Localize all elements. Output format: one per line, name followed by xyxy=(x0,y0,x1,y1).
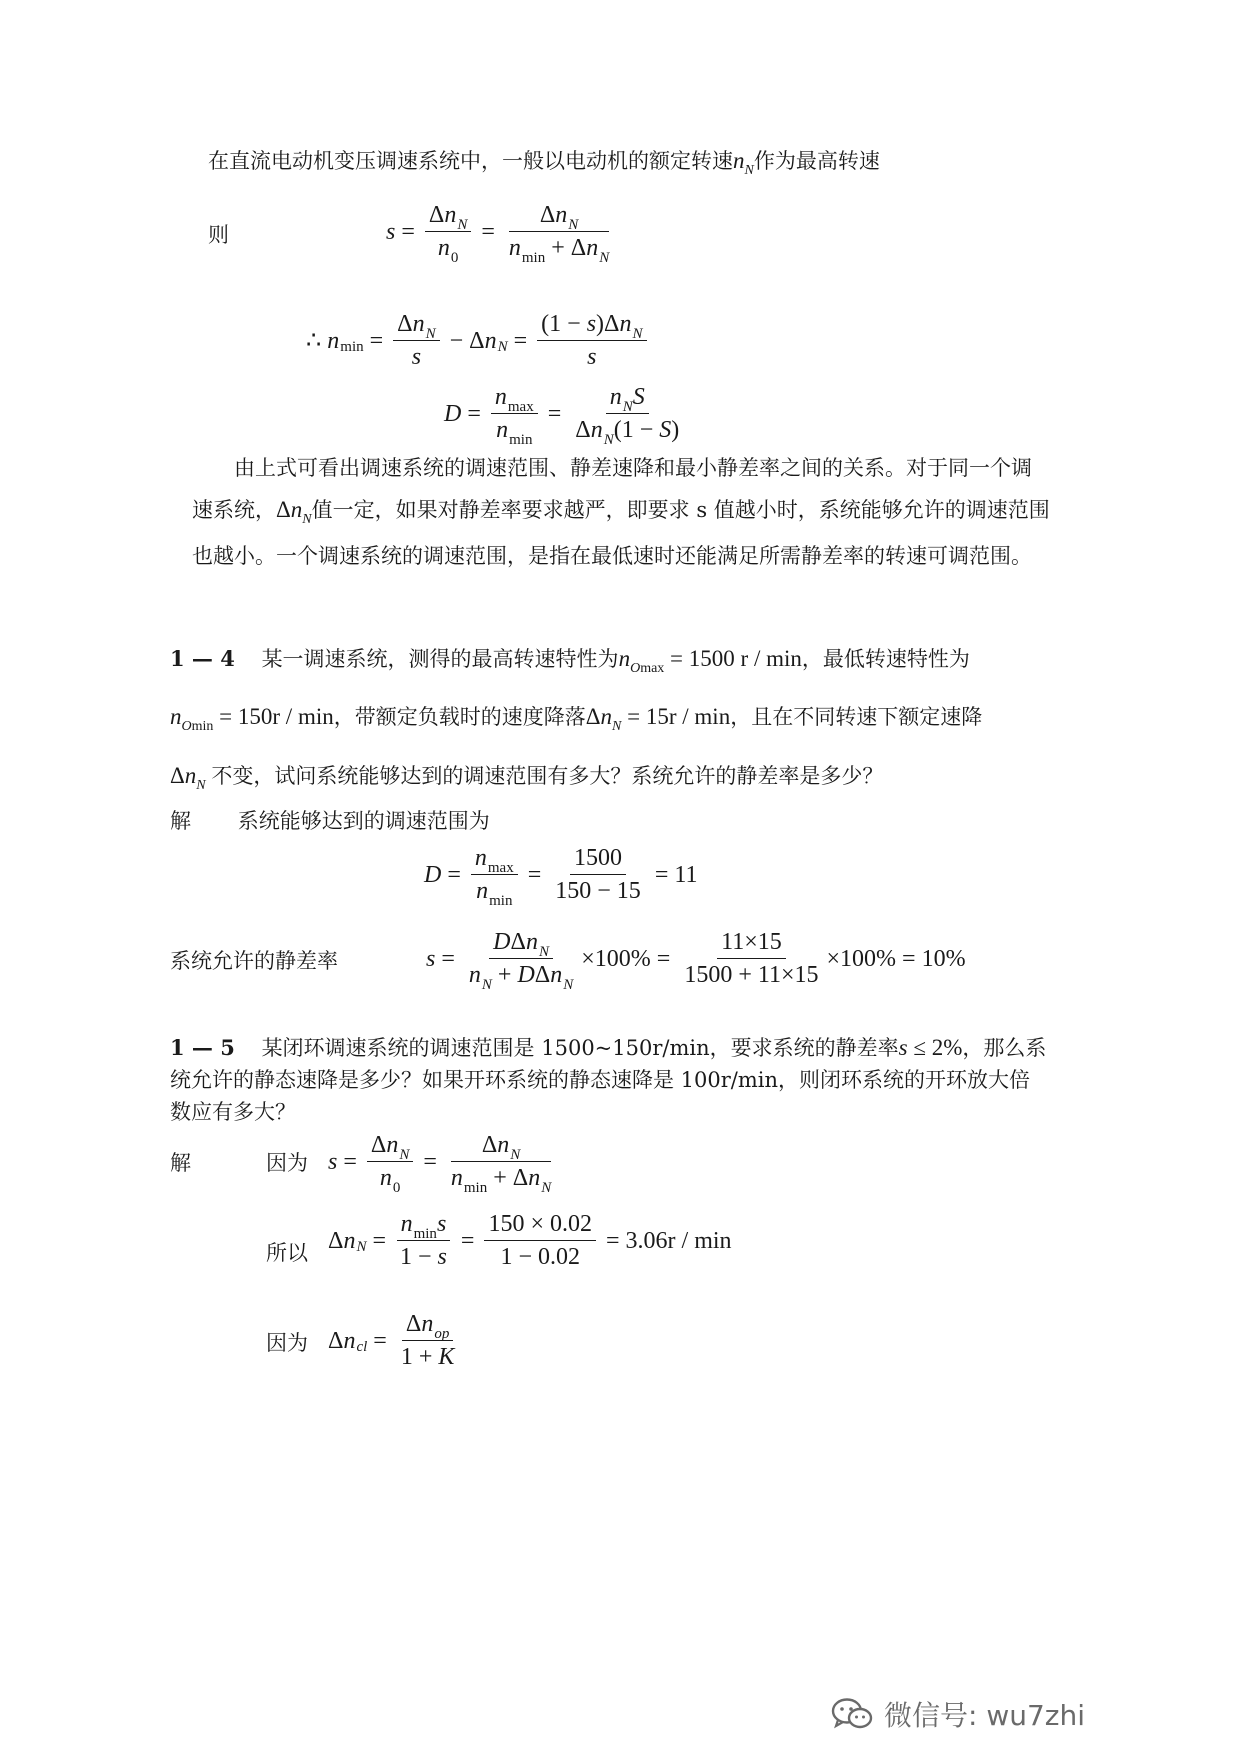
formula-s-result: s = $\frac{D\Delta n_N}{n_N + D\Delta n_N}$ ×100% = $\frac{11\times 15}{1500 + 11\times 15}$ ×100% = 10% xyxy=(426,929,966,993)
because-label-1: 因为 xyxy=(266,1151,308,1175)
nN-symbol: $n_N$ xyxy=(733,148,754,178)
formula-D-result: D = $\frac{n_{max}}{n_{min}}$ = $\frac{1500}{150 - 15}$ = 11 xyxy=(424,845,698,909)
intro-line xyxy=(208,146,880,180)
s-allowed-label: 系统允许的静差率 xyxy=(170,949,338,973)
delta-nN-symbol: $\Delta n_N$ xyxy=(276,497,312,527)
wechat-icon xyxy=(830,1696,874,1732)
formula-nmin: ∴ n min = $\frac{\Delta n_N}{s}$ − Δ n N = $\frac{(1 - s)\Delta n_N}{s}$ xyxy=(306,312,651,369)
problem-1-4-line3: $\Delta n_N$ 不变，试问系统能够达到的调速范围有多大？系统允许的静差率是多少？ xyxy=(170,763,884,793)
formula-delta-ncl: Δ n cl = $\frac{\Delta n_{op}}{1 + K}$ xyxy=(328,1311,455,1370)
because-label-2: 因为 xyxy=(266,1331,308,1355)
formula-s-1-5: s = $\frac{\Delta n_N}{n_0}$ = $\frac{\Delta n_N}{n_{min} + \Delta n_N}$ xyxy=(328,1132,552,1196)
ze-label: 则 xyxy=(208,223,229,247)
so-label: 所以 xyxy=(266,1241,308,1265)
explanation-paragraph: 由上式可看出调速系统的调速范围、静差速降和最小静差率之间的关系。对于同一个调速系统，$\Delta n_N$值一定，如果对静差率要求越严，即要求 s 值越小时，系统能够允许的调速范围也越小。一个调速系统的调速范围，是指在最低速时还能满足所需静差率的转速可调范围。 xyxy=(192,456,1050,568)
formula-delta-nN-calc: Δ n N = $\frac{n_{min}s}{1 - s}$ = $\frac{150 \times 0.02}{1 - 0.02}$ = 3.06 r / min xyxy=(328,1211,732,1270)
problem-1-4-number: 1 — 4 xyxy=(170,646,235,671)
intro-text-before: 在直流电动机变压调速系统中，一般以电动机的额定转速 xyxy=(208,149,733,173)
watermark-text: 微信号: wu7zhi xyxy=(884,1699,1086,1732)
problem-1-4-line2: $n_{Omin} = 150r / \min$，带额定负载时的速度降落$\Delta n_N = 15r / \min$，且在不同转速下额定速降 xyxy=(170,704,983,734)
problem-1-5-number: 1 — 5 xyxy=(170,1035,235,1060)
problem-1-5-text: 1 — 5 某闭环调速系统的调速范围是 1500~150r/min，要求系统的静差率s ≤ 2%，那么系统允许的静态速降是多少？如果开环系统的静态速降是 100r/min，则闭环系统的开环放大倍数应有多大？ xyxy=(170,1035,1047,1124)
formula-s-definition: s = $\frac{\Delta n_N}{n_0}$ = $\frac{\Delta n_N}{n_{min} + \Delta n_N}$ xyxy=(386,202,610,266)
solution-1-4-label: 解 系统能够达到的调速范围为 xyxy=(170,809,490,833)
watermark xyxy=(830,1694,1085,1734)
solution-1-5-label: 解 xyxy=(170,1151,191,1175)
intro-text-after: 作为最高转速 xyxy=(753,149,880,173)
problem-1-4-line1: 1 — 4 某一调速系统，测得的最高转速特性为$n_{Omax} = 1500$ r / min，最低转速特性为 xyxy=(170,646,970,676)
formula-D-general: D = $\frac{n_{max}}{n_{min}}$ = $\frac{n_NS}{\Delta n_N(1 - S)}$ xyxy=(444,384,680,448)
